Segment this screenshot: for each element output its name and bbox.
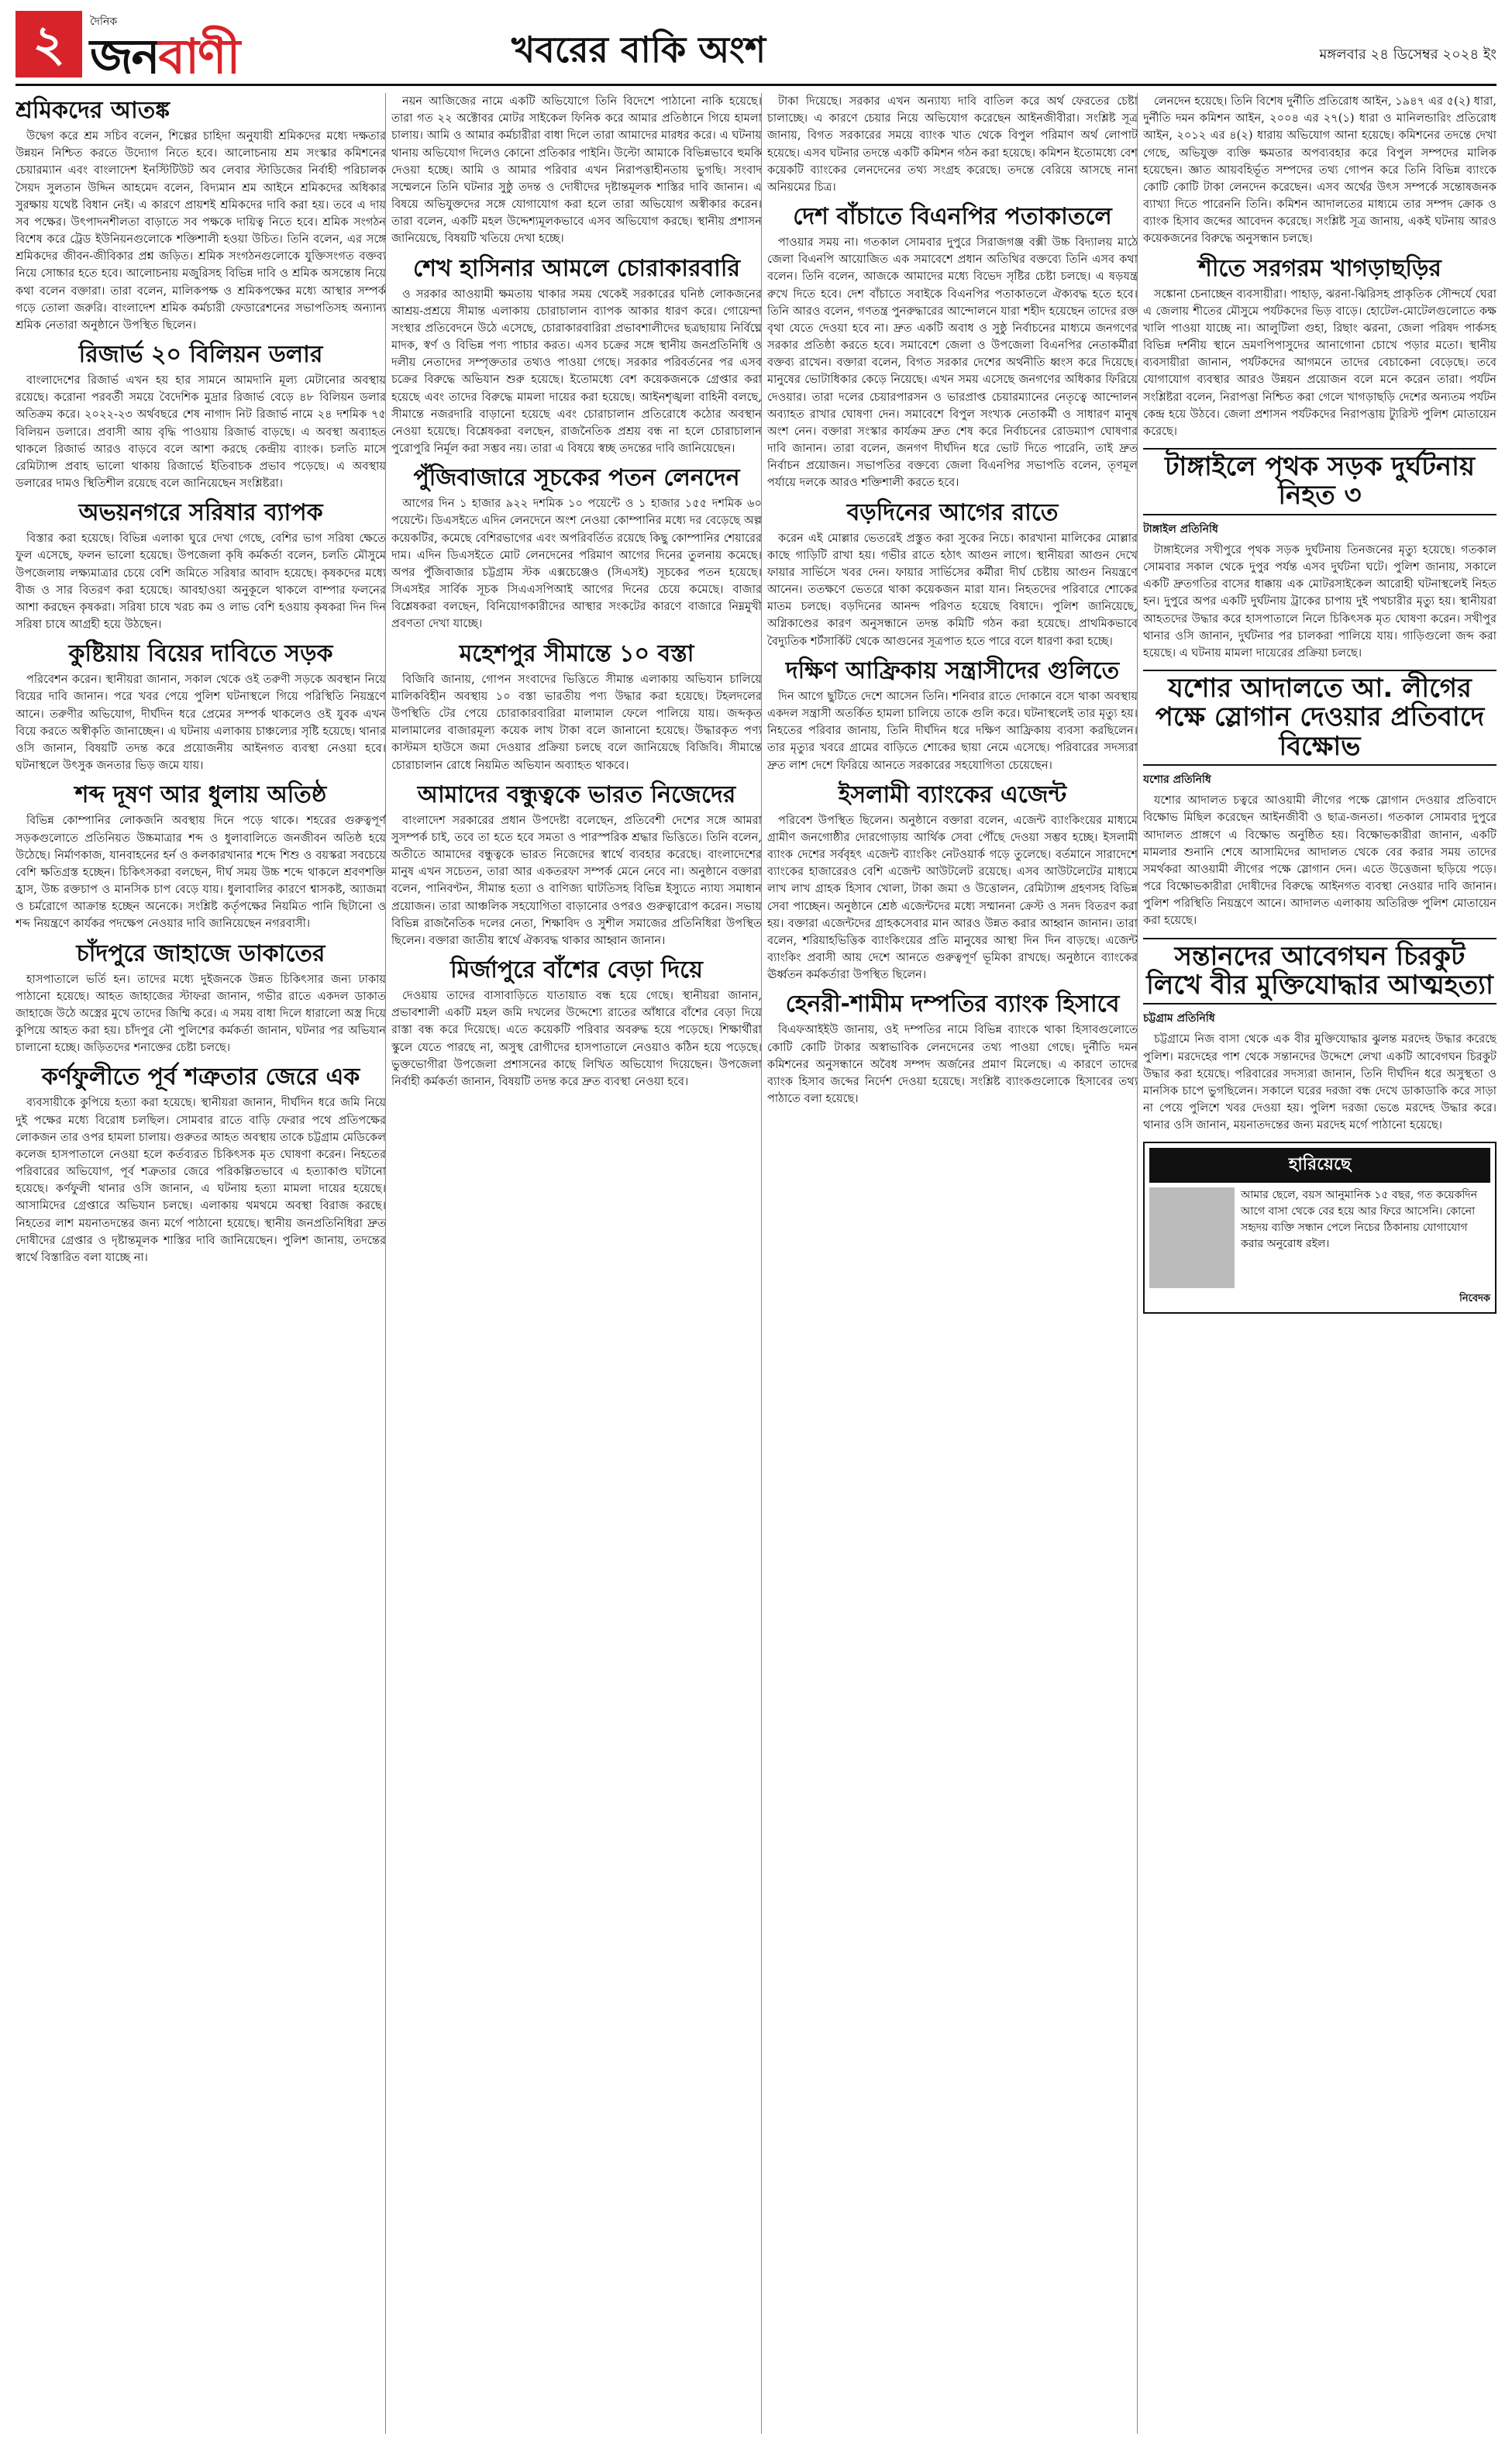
article-headline: মির্জাপুরে বাঁশের বেড়া দিয়ে xyxy=(450,956,703,984)
article-body: চট্টগ্রামে নিজ বাসা থেকে এক বীর মুক্তিযোদ্ধার ঝুলন্ত মরদেহ উদ্ধার করেছে পুলিশ। মরদেহের পাশ থেকে সন্তানদের উদ্দেশে লেখা একটি আবেগঘন চিরকুট উদ্ধার করা হয়েছে। পরিবারের সদস্যরা জানান, তিনি দীর্ঘদিন ধরে অসুস্থতা ও মানসিক চাপে ভুগছিলেন। সকালে ঘরের দরজা বন্ধ দেখে ডাকাডাকি করে সাড়া না পেয়ে পুলিশে খবর দেওয়া হয়। পুলিশ দরজা ভেঙে মরদেহ উদ্ধার করে। থানার ওসি জানান, ময়নাতদন্তের জন্য মরদেহ মর্গে পাঠানো হয়েছে। xyxy=(1143,1032,1497,1132)
missing-person-photo xyxy=(1149,1187,1235,1288)
article-headline: শ্রমিকদের আতঙ্ক xyxy=(15,97,170,124)
article-body: বাংলাদেশ সরকারের প্রধান উপদেষ্টা বলেছেন, প্রতিবেশী দেশের সঙ্গে আমরা সুসম্পর্ক চাই, তবে তা হতে হবে সমতা ও পারস্পরিক শ্রদ্ধার ভিত্তিতে। তিনি বলেন, অতীতে আমাদের বন্ধুত্বকে ভারত নিজেদের স্বার্থে ব্যবহার করেছে। বাংলাদেশের মানুষ এখন সচেতন, তারা আর একতরফা সম্পর্ক মেনে নেবে না। অনুষ্ঠানে বক্তারা বলেন, পানিবণ্টন, সীমান্ত হত্যা ও বাণিজ্য ঘাটতিসহ বিভিন্ন ইস্যুতে ন্যায্য সমাধান প্রয়োজন। তারা আঞ্চলিক সহযোগিতা বাড়ানোর ওপরও গুরুত্বারোপ করেন। সভায় বিভিন্ন রাজনৈতিক দলের নেতা, শিক্ষাবিদ ও সুশীল সমাজের প্রতিনিধিরা উপস্থিত ছিলেন। বক্তারা জাতীয় স্বার্থে ঐক্যবদ্ধ থাকার আহ্বান জানান। xyxy=(391,813,762,947)
article-body: ব্যবসায়ীকে কুপিয়ে হত্যা করা হয়েছে। স্থানীয়রা জানান, দীর্ঘদিন ধরে জমি নিয়ে দুই পক্ষের মধ্যে বিরোধ চলছিল। সোমবার রাতে বাড়ি ফেরার পথে প্রতিপক্ষের লোকজন তার ওপর হামলা চালায়। গুরুতর আহত অবস্থায় তাকে চট্টগ্রাম মেডিকেল কলেজ হাসপাতালে নেওয়া হলে কর্তব্যরত চিকিৎসক মৃত ঘোষণা করেন। নিহতের পরিবারের অভিযোগ, পূর্ব শত্রুতার জেরে পরিকল্পিতভাবে এ হত্যাকাণ্ড ঘটানো হয়েছে। কর্ণফুলী থানার ওসি জানান, এ ঘটনায় হত্যা মামলা দায়ের হয়েছে। আসামিদের গ্রেপ্তারে অভিযান চলছে। এলাকায় থমথমে অবস্থা বিরাজ করছে। নিহতের লাশ ময়নাতদন্তের জন্য মর্গে পাঠানো হয়েছে। স্থানীয় জনপ্রতিনিধিরা দ্রুত দোষীদের গ্রেপ্তার ও দৃষ্টান্তমূলক শাস্তির দাবি জানিয়েছেন। পুলিশ জানায়, তদন্তের স্বার্থে বিস্তারিত বলা যাচ্ছে না। xyxy=(15,1096,386,1264)
article-body: করেন এই মোল্লার ভেতরেই প্রস্তুত করা সুকের নিচে। কারখানা মালিকের মোল্লার কাছে গাড়িটি রাখা হয়। গভীর রাতে হঠাৎ আগুন লাগে। স্থানীয়রা আগুন দেখে ফায়ার সার্ভিসে খবর দেন। ফায়ার সার্ভিসের কর্মীরা দীর্ঘ চেষ্টায় আগুন নিয়ন্ত্রণে আনেন। ততক্ষণে ভেতরে থাকা কয়েকজন মারা যান। নিহতদের পরিবারে শোকের মাতম চলছে। বড়দিনের আনন্দ পরিণত হয়েছে বিষাদে। পুলিশ জানিয়েছে, অগ্নিকাণ্ডের কারণ অনুসন্ধানে তদন্ত কমিটি গঠন করা হয়েছে। প্রাথমিকভাবে বৈদ্যুতিক শর্টসার্কিট থেকে আগুনের সূত্রপাত হতে পারে বলে ধারণা করা হচ্ছে। xyxy=(767,531,1138,648)
article xyxy=(1143,670,1497,930)
article xyxy=(391,782,762,949)
article xyxy=(15,1064,386,1266)
missing-notice xyxy=(1143,1142,1497,1314)
article-body: বিএফআইইউ জানায়, ওই দম্পতির নামে বিভিন্ন ব্যাংকে থাকা হিসাবগুলোতে কোটি কোটি টাকার অস্বাভাবিক লেনদেনের তথ্য পাওয়া গেছে। দুর্নীতি দমন কমিশনের অনুসন্ধানে অবৈধ সম্পদ অর্জনের প্রমাণ মিলেছে। এ কারণে তাদের ব্যাংক হিসাব জব্দের নির্দেশ দেওয়া হয়েছে। সংশ্লিষ্ট ব্যাংকগুলোকে হিসাবের তথ্য পাঠাতে বলা হয়েছে। xyxy=(767,1023,1138,1106)
column-2 xyxy=(391,93,762,2434)
article-body: টাঙ্গাইলের সখীপুরে পৃথক সড়ক দুর্ঘটনায় তিনজনের মৃত্যু হয়েছে। গতকাল সোমবার সকাল থেকে দুপুর পর্যন্ত এসব দুর্ঘটনা ঘটে। পুলিশ জানায়, সকালে একটি দ্রুতগতির বাসের ধাক্কায় এক মোটরসাইকেল আরোহী ঘটনাস্থলেই নিহত হন। দুপুরে অপর একটি দুর্ঘটনায় ট্রাকের চাপায় দুই পথচারীর মৃত্যু হয়। স্থানীয়রা আহতদের উদ্ধার করে হাসপাতালে নিলে চিকিৎসক মৃত ঘোষণা করেন। সখীপুর থানার ওসি জানান, দুর্ঘটনার পর চালকরা পালিয়ে যায়। গাড়িগুলো জব্দ করা হয়েছে। এ ঘটনায় মামলা দায়েরের প্রক্রিয়া চলছে। xyxy=(1143,543,1497,660)
article-body: বিজিবি জানায়, গোপন সংবাদের ভিত্তিতে সীমান্ত এলাকায় অভিযান চালিয়ে মালিকবিহীন অবস্থায় ১০ বস্তা ভারতীয় পণ্য উদ্ধার করা হয়েছে। টহলদলের উপস্থিতি টের পেয়ে চোরাকারবারিরা মালামাল ফেলে পালিয়ে যায়। জব্দকৃত মালামালের বাজারমূল্য কয়েক লাখ টাকা বলে জানানো হয়েছে। উদ্ধারকৃত পণ্য কাস্টমস হাউসে জমা দেওয়ার প্রক্রিয়া চলছে বলে জানিয়েছে বিজিবি। সীমান্তে চোরাচালান রোধে নিয়মিত অভিযান অব্যাহত থাকবে। xyxy=(391,672,762,772)
article-body: পরিবেশ উপস্থিত ছিলেন। অনুষ্ঠানে বক্তারা বলেন, এজেন্ট ব্যাংকিংয়ের মাধ্যমে গ্রামীণ জনগোষ্ঠীর দোরগোড়ায় আর্থিক সেবা পৌঁছে দেওয়া সম্ভব হচ্ছে। ইসলামী ব্যাংক দেশের সর্ববৃহৎ এজেন্ট ব্যাংকিং নেটওয়ার্ক গড়ে তুলেছে। বর্তমানে সারাদেশে ব্যাংকের হাজারেরও বেশি এজেন্ট আউটলেট রয়েছে। এসব আউটলেটের মাধ্যমে লাখ লাখ গ্রাহক হিসাব খোলা, টাকা জমা ও উত্তোলন, রেমিট্যান্স গ্রহণসহ বিভিন্ন সেবা পাচ্ছেন। অনুষ্ঠানে শ্রেষ্ঠ এজেন্টদের মধ্যে সম্মাননা ক্রেস্ট ও সনদ বিতরণ করা হয়। বক্তারা এজেন্টদের গ্রাহকসেবার মান আরও উন্নত করার আহ্বান জানান। তারা বলেন, শরিয়াহভিত্তিক ব্যাংকিংয়ের প্রতি মানুষের আস্থা দিন দিন বাড়ছে। এজেন্ট ব্যাংকিং প্রবাসী আয় দেশে আনতে গুরুত্বপূর্ণ ভূমিকা রাখছে। অনুষ্ঠানে ব্যাংকের ঊর্ধ্বতন কর্মকর্তারা উপস্থিত ছিলেন। xyxy=(767,813,1138,982)
article xyxy=(767,658,1138,774)
article-body: পাওয়ার সময় না। গতকাল সোমবার দুপুরে সিরাজগঞ্জ বক্সী উচ্চ বিদ্যালয় মাঠে জেলা বিএনপি আয়োজিত এক সমাবেশে প্রধান অতিথির বক্তব্যে তিনি এসব কথা বলেন। তিনি বলেন, আজকে আমাদের মধ্যে বিভেদ সৃষ্টির চেষ্টা চলছে। এ ষড়যন্ত্র রুখে দিতে হবে। দেশ বাঁচাতে সবাইকে বিএনপির পতাকাতলে ঐক্যবদ্ধ হতে হবে। তিনি আরও বলেন, গণতন্ত্র পুনরুদ্ধারের আন্দোলনে যারা শহীদ হয়েছেন তাদের রক্ত বৃথা যেতে দেওয়া হবে না। দ্রুত একটি অবাধ ও সুষ্ঠু নির্বাচনের মাধ্যমে জনগণের সরকার প্রতিষ্ঠা করতে হবে। সমাবেশে জেলা ও উপজেলা বিএনপির নেতাকর্মীরা বক্তব্য রাখেন। বক্তারা বলেন, বিগত সরকার দেশের অর্থনীতি ধ্বংস করে দিয়েছে। মানুষের ভোটাধিকার কেড়ে নিয়েছে। এখন সময় এসেছে জনগণের অধিকার ফিরিয়ে দেওয়ার। তারা দলের চেয়ারপারসন ও ভারপ্রাপ্ত চেয়ারম্যানের নেতৃত্বে আন্দোলন অব্যাহত রাখার ঘোষণা দেন। সমাবেশে বিপুল সংখ্যক নেতাকর্মী ও সাধারণ মানুষ অংশ নেন। বক্তারা সংস্কার কার্যক্রম দ্রুত শেষ করে নির্বাচনের রোডম্যাপ ঘোষণার দাবি জানান। তারা বলেন, জনগণ দীর্ঘদিন ধরে ভোট দিতে পারেনি, তাই দ্রুত নির্বাচন প্রয়োজন। সভাপতির বক্তব্যে জেলা বিএনপির সভাপতি বলেন, তৃণমূল পর্যায়ে দলকে আরও শক্তিশালী করতে হবে। xyxy=(767,236,1138,490)
section-title: খবরের বাকি অংশ xyxy=(511,29,766,71)
logo-prefix: দৈনিক xyxy=(90,16,118,28)
article xyxy=(391,465,762,632)
article xyxy=(1143,938,1497,1135)
article-headline: শব্দ দূষণ আর ধুলায় অতিষ্ঠ xyxy=(74,781,327,809)
article-headline: শেখ হাসিনার আমলে চোরাকারবারি xyxy=(413,254,740,282)
article xyxy=(15,941,386,1057)
article xyxy=(767,991,1138,1108)
article-byline: যশোর প্রতিনিধি xyxy=(1143,774,1211,787)
article-body: যশোর আদালত চত্বরে আওয়ামী লীগের পক্ষে স্লোগান দেওয়ার প্রতিবাদে বিক্ষোভ মিছিল করেছেন আইনজীবী ও ছাত্র-জনতা। গতকাল সোমবার দুপুরে আদালত প্রাঙ্গণে এ বিক্ষোভ অনুষ্ঠিত হয়। বিক্ষোভকারীরা জানান, একটি মামলার শুনানি শেষে আসামিদের আদালত থেকে বের করার সময় তাদের সমর্থকরা আওয়ামী লীগের পক্ষে স্লোগান দেন। এতে উত্তেজনা ছড়িয়ে পড়ে। পরে বিক্ষোভকারীরা দোষীদের বিরুদ্ধে আইনগত ব্যবস্থা নেওয়ার দাবি জানান। পুলিশ পরিস্থিতি নিয়ন্ত্রণে আনে। আদালত এলাকায় অতিরিক্ত পুলিশ মোতায়েন করা হয়েছে। xyxy=(1143,794,1497,928)
newspaper-logo xyxy=(90,20,239,100)
article-body: বিস্তার করা হয়েছে। বিভিন্ন এলাকা ঘুরে দেখা গেছে, বেশির ভাগ সরিষা ক্ষেতে ফুল এসেছে, ফলন ভালো হয়েছে। উপজেলা কৃষি কর্মকর্তা বলেন, চলতি মৌসুমে উপজেলায় লক্ষ্যমাত্রার চেয়ে বেশি জমিতে সরিষার আবাদ হয়েছে। কৃষকদের মধ্যে বীজ ও সার বিতরণ করা হয়েছে। আবহাওয়া অনুকূলে থাকলে বাম্পার ফলনের আশা করছেন কৃষকরা। সরিষা চাষে খরচ কম ও লাভ বেশি হওয়ায় কৃষকরা দিন দিন সরিষা চাষে আগ্রহী হয়ে উঠছেন। xyxy=(15,532,386,632)
article-headline: বড়দিনের আগের রাতে xyxy=(846,498,1059,526)
article-headline: হেনরী-শামীম দম্পতির ব্যাংক হিসাবে xyxy=(785,991,1120,1018)
article-byline: চট্টগ্রাম প্রতিনিধি xyxy=(1143,1012,1215,1025)
article-headline: অভয়নগরে সরিষার ব্যাপক xyxy=(78,499,323,527)
article xyxy=(15,98,386,334)
article-headline: রিজার্ভ ২০ বিলিয়ন ডলার xyxy=(78,341,323,369)
article-body: টাকা দিয়েছে। সরকার এখন অন্যায্য দাবি বাতিল করে অর্থ ফেরতের চেষ্টা চালাচ্ছে। এ কারণে চেয়ার নিয়ে অভিযোগ করেছেন আইনজীবীরা। সংশ্লিষ্ট সূত্র জানায়, বিগত সরকারের সময়ে ব্যাংক খাত থেকে বিপুল পরিমাণ অর্থ লোপাট হয়েছে। এসব ঘটনার তদন্তে একটি কমিশন গঠন করা হয়েছে। কমিশন ইতোমধ্যে বেশ কয়েকটি ব্যাংকের লেনদেনের তথ্য সংগ্রহ করেছে। তদন্তে বেরিয়ে আসছে নানা অনিয়মের চিত্র। xyxy=(767,95,1138,194)
article-headline: যশোর আদালতে আ. লীগের পক্ষে স্লোগান দেওয়ার প্রতিবাদে বিক্ষোভ xyxy=(1143,670,1497,766)
article xyxy=(767,204,1138,492)
article-body: বিভিন্ন কোম্পানির লোকজনি অবস্থায় দিনে পড়ে থাকে। শহরের গুরুত্বপূর্ণ সড়কগুলোতে প্রতিনিয়ত উচ্চমাত্রার শব্দ ও ধুলাবালিতে জনজীবন অতিষ্ঠ হয়ে উঠেছে। নির্মাণকাজ, যানবাহনের হর্ন ও কলকারখানার শব্দে শিশু ও বয়স্করা সবচেয়ে বেশি ক্ষতিগ্রস্ত হচ্ছেন। চিকিৎসকরা বলছেন, দীর্ঘ সময় উচ্চ শব্দে থাকলে শ্রবণশক্তি হ্রাস, উচ্চ রক্তচাপ ও মানসিক চাপ বেড়ে যায়। ধুলাবালির কারণে শ্বাসকষ্ট, অ্যাজমা ও চর্মরোগে আক্রান্ত হচ্ছেন অনেকে। সংশ্লিষ্ট কর্তৃপক্ষের নিয়মিত পানি ছিটানো ও শব্দ নিয়ন্ত্রণে কার্যকর পদক্ষেপ নেওয়ার দাবি জানিয়েছেন নগরবাসী। xyxy=(15,814,386,931)
article xyxy=(1143,448,1497,662)
article-body: দেওয়ায় তাদের বাসাবাড়িতে যাতায়াত বন্ধ হয়ে গেছে। স্থানীয়রা জানান, প্রভাবশালী একটি মহল জমি দখলের উদ্দেশ্যে রাতের আঁধারে বাঁশের বেড়া দিয়ে রাস্তা বন্ধ করে দিয়েছে। এতে কয়েকটি পরিবার অবরুদ্ধ হয়ে পড়েছে। শিক্ষার্থীরা স্কুলে যেতে পারছে না, অসুস্থ রোগীদের হাসপাতালে নেওয়াও কঠিন হয়ে পড়েছে। ভুক্তভোগীরা উপজেলা প্রশাসনের কাছে লিখিত অভিযোগ দিয়েছেন। উপজেলা নির্বাহী কর্মকর্তা জানান, বিষয়টি তদন্ত করে দ্রুত ব্যবস্থা নেওয়া হবে। xyxy=(391,989,762,1088)
article-body: দিন আগে ছুটিতে দেশে আসেন তিনি। শনিবার রাতে দোকানে বসে থাকা অবস্থায় একদল সন্ত্রাসী অতর্কিত হামলা চালিয়ে তাকে গুলি করে। ঘটনাস্থলেই তার মৃত্যু হয়। নিহতের পরিবার জানায়, তিনি দীর্ঘদিন ধরে দক্ষিণ আফ্রিকায় ব্যবসা করছিলেন। তার মৃত্যুর খবরে গ্রামের বাড়িতে শোকের ছায়া নেমে এসেছে। পরিবারের সদস্যরা দ্রুত লাশ দেশে ফিরিয়ে আনতে সরকারের সহযোগিতা চেয়েছেন। xyxy=(767,689,1138,772)
dateline: মঙ্গলবার ২৪ ডিসেম্বর ২০২৪ ইং xyxy=(1319,47,1497,63)
article-body: নয়ন আজিজের নামে একটি অভিযোগে তিনি বিদেশে পাঠানো নাকি হয়েছে। তারা গত ২২ অক্টোবর মোটর সাইকেল ফিনিক করে আমার প্রতিষ্ঠানে গিয়ে হামলা চালায়। আমি ও আমার কর্মচারীরা বাধা দিলে তারা আমাদের মারধর করে। এ ঘটনায় থানায় অভিযোগ দিলেও কোনো প্রতিকার পাইনি। উল্টো আমাকে বিভিন্নভাবে হুমকি দেওয়া হচ্ছে। আমি ও আমার পরিবার এখন নিরাপত্তাহীনতায় ভুগছি। সংবাদ সম্মেলনে তিনি ঘটনার সুষ্ঠু তদন্ত ও দোষীদের দৃষ্টান্তমূলক শাস্তির দাবি জানান। এ বিষয়ে অভিযুক্তদের সঙ্গে যোগাযোগ করা হলে তারা অভিযোগ অস্বীকার করেন। তারা বলেন, একটি মহল উদ্দেশ্যমূলকভাবে এসব অভিযোগ করছে। স্থানীয় প্রশাসন জানিয়েছে, বিষয়টি খতিয়ে দেখা হচ্ছে। xyxy=(391,95,762,246)
article-headline: সন্তানদের আবেগঘন চিরকুট লিখে বীর মুক্তিযোদ্ধার আত্মহত্যা xyxy=(1143,938,1497,1005)
article-body: উদ্বেগ করে শ্রম সচিব বলেন, শিল্পের চাহিদা অনুযায়ী শ্রমিকদের মধ্যে দক্ষতার উন্নয়ন নিশ্চিত করতে উদ্যোগ নিতে হবে। আলোচনায় শ্রম সংস্কার কমিশনের চেয়ারম্যান এবং বাংলাদেশ ইনস্টিটিউট অব লেবার স্টাডিজের নির্বাহী পরিচালক সৈয়দ সুলতান উদ্দিন আহমেদ বলেন, বিদ্যমান শ্রম আইনে শ্রমিকদের অধিকার সুরক্ষায় যথেষ্ট বিধান নেই। এ কারণে প্রায়শই শ্রমিকদের দাবি করা হয়। তবে এ দায় সব পক্ষের। উৎপাদনশীলতা বাড়াতে সব পক্ষকে দায়িত্ব নিতে হবে। শ্রমিক সংগঠন বিশেষ করে ট্রেড ইউনিয়নগুলোকে শক্তিশালী হওয়া উচিত। তিনি বলেন, এর সঙ্গে শ্রমিকদের জীবন-জীবিকার প্রশ্ন জড়িত। শ্রমিক সংগঠনগুলোকে যুক্তিসংগত বক্তব্য নিয়ে সোচ্চার হতে হবে। আলোচনায় মজুরিসহ বিভিন্ন দাবি ও শ্রমিক অসন্তোষ নিয়ে কথা বলেন বক্তারা। তারা বলেন, মালিকপক্ষ ও শ্রমিকপক্ষের মধ্যে আস্থার সম্পর্ক গড়ে তোলা জরুরি। বাংলাদেশ শ্রমিক কর্মচারী ফেডারেশনের সভাপতিসহ অন্যান্য শ্রমিক নেতারা অনুষ্ঠানে উপস্থিত ছিলেন। xyxy=(15,129,386,332)
column-1 xyxy=(15,93,386,2434)
article-headline: চাঁদপুরে জাহাজে ডাকাতের xyxy=(76,939,325,967)
logo-part1: জন xyxy=(90,28,159,84)
article xyxy=(15,500,386,633)
article xyxy=(15,641,386,774)
article xyxy=(1143,93,1497,248)
article xyxy=(15,782,386,932)
article-body: আগের দিন ১ হাজার ৯২২ দশমিক ১০ পয়েন্টে ও ১ হাজার ১৫৫ দশমিক ৬০ পয়েন্টে। ডিএসইতে এদিন লেনদেনে অংশ নেওয়া কোম্পানির মধ্যে দর বেড়েছে অল্প কয়েকটির, কমেছে বেশিরভাগের এবং অপরিবর্তিত রয়েছে কিছু কোম্পানির শেয়ারের দাম। এদিন ডিএসইতে মোট লেনদেনের পরিমাণ আগের দিনের তুলনায় কমেছে। অপর পুঁজিবাজার চট্টগ্রাম স্টক এক্সচেঞ্জেও (সিএসই) সূচকের পতন হয়েছে। সিএসইর সার্বিক সূচক সিএএসপিআই আগের দিনের চেয়ে কমেছে। বাজার বিশ্লেষকরা বলছেন, বিনিয়োগকারীদের আস্থার সংকটের কারণে বাজারে নিম্নমুখী প্রবণতা দেখা যাচ্ছে। xyxy=(391,497,762,631)
page-number: ২ xyxy=(15,11,82,78)
notice-signature: নিবেদক xyxy=(1459,1293,1490,1305)
notice-body xyxy=(1149,1187,1490,1288)
article-body: লেনদেন হয়েছে। তিনি বিশেষ দুর্নীতি প্রতিরোধ আইন, ১৯৪৭ এর ৫(২) ধারা, দুর্নীতি দমন কমিশন আইন, ২০০৪ এর ২৭(১) ধারা ও মানিলন্ডারিং প্রতিরোধ আইন, ২০১২ এর ৪(২) ধারায় অভিযোগ আনা হয়েছে। কমিশনের তদন্তে দেখা গেছে, অভিযুক্ত ব্যক্তি ক্ষমতার অপব্যবহার করে বিপুল সম্পদের মালিক হয়েছেন। জ্ঞাত আয়বহির্ভূত সম্পদের তথ্য গোপন করে তিনি বিভিন্ন ব্যাংকে কোটি কোটি টাকা লেনদেন করেছেন। এসব অর্থের উৎস সম্পর্কে সন্তোষজনক ব্যাখ্যা দিতে পারেননি তিনি। কমিশন আদালতের মাধ্যমে তার সম্পদ ক্রোক ও ব্যাংক হিসাব জব্দের আবেদন করেছে। সংশ্লিষ্ট সূত্র জানায়, একই ঘটনায় আরও কয়েকজনের বিরুদ্ধে অনুসন্ধান চলছে। xyxy=(1143,95,1497,246)
article-headline: মহেশপুর সীমান্তে ১০ বস্তা xyxy=(459,639,694,667)
article-headline: কুষ্টিয়ায় বিয়ের দাবিতে সড়ক xyxy=(68,640,333,668)
article-headline: আমাদের বন্ধুত্বকে ভারত নিজেদের xyxy=(417,780,736,808)
article-headline: পুঁজিবাজারে সূচকের পতন লেনদেন xyxy=(413,464,740,492)
masthead xyxy=(15,9,1497,86)
article-headline: কর্ণফুলীতে পূর্ব শত্রুতার জেরে এক xyxy=(41,1063,360,1091)
logo-part2: বাণী xyxy=(158,28,239,84)
column-3 xyxy=(767,93,1138,2434)
article xyxy=(15,342,386,492)
article-headline: ইসলামী ব্যাংকের এজেন্ট xyxy=(838,780,1067,808)
article xyxy=(391,93,762,248)
article xyxy=(767,782,1138,984)
article-body: সঙ্কোনা চেনাচ্ছেন ব্যবসায়ীরা। পাহাড়, ঝরনা-ঝিরিসহ প্রাকৃতিক সৌন্দর্যে ঘেরা এ জেলায় শীতের মৌসুমে পর্যটকদের ভিড় বাড়ে। হোটেল-মোটেলগুলোতে কক্ষ খালি পাওয়া যাচ্ছে না। আলুটিলা গুহা, রিছাং ঝরনা, জেলা পরিষদ পার্কসহ বিভিন্ন দর্শনীয় স্থানে ভ্রমণপিপাসুদের আনাগোনা চোখে পড়ার মতো। স্থানীয় ব্যবসায়ীরা জানান, পর্যটকদের আগমনে তাদের বেচাকেনা বেড়েছে। তবে যোগাযোগ ব্যবস্থার আরও উন্নয়ন প্রয়োজন বলে মনে করেন তারা। পর্যটন সংশ্লিষ্টরা বলেন, নিরাপত্তা নিশ্চিত করা গেলে খাগড়াছড়ি দেশের অন্যতম পর্যটন কেন্দ্র হয়ে উঠবে। জেলা প্রশাসন পর্যটকদের নিরাপত্তায় ট্যুরিস্ট পুলিশ মোতায়েন করেছে। xyxy=(1143,287,1497,438)
article xyxy=(391,957,762,1091)
article xyxy=(767,500,1138,650)
notice-title: হারিয়েছে xyxy=(1149,1148,1490,1183)
article-headline: টাঙ্গাইলে পৃথক সড়ক দুর্ঘটনায় নিহত ৩ xyxy=(1143,448,1497,515)
article-body: বাংলাদেশের রিজার্ভ এখন হয় হার সামনে আমদানি মূল্য মেটানোর অবস্থায় রয়েছে। করোনা পরবর্তী সময়ে বৈদেশিক মুদ্রার রিজার্ভ বেড়ে ৪৮ বিলিয়ন ডলার অতিক্রম করে। ২০২২-২৩ অর্থবছরে শেষ নাগাদ নিট রিজার্ভ নামে ২৪ দশমিক ৭৫ বিলিয়ন ডলারে। প্রবাসী আয় বৃদ্ধি পাওয়ায় রিজার্ভ বাড়ছে। এ অবস্থা অব্যাহত থাকলে রিজার্ভ আরও বাড়বে বলে আশা করছে কেন্দ্রীয় ব্যাংক। চলতি মাসে রেমিট্যান্স প্রবাহ ভালো থাকায় রিজার্ভে ইতিবাচক প্রভাব পড়েছে। এ অবস্থায় ডলারের দামও স্থিতিশীল রয়েছে বলে জানিয়েছেন সংশ্লিষ্টরা। xyxy=(15,374,386,491)
article-body: হাসপাতালে ভর্তি হন। তাদের মধ্যে দুইজনকে উন্নত চিকিৎসার জন্য ঢাকায় পাঠানো হয়েছে। আহত জাহাজের স্টাফরা জানান, গভীর রাতে একদল ডাকাত জাহাজে উঠে অস্ত্রের মুখে তাদের জিম্মি করে। এ সময় বাধা দিলে ধারালো অস্ত্র দিয়ে কুপিয়ে আহত করা হয়। চাঁদপুর নৌ পুলিশের কর্মকর্তা জানান, ঘটনার পর অভিযান চালানো হচ্ছে। জড়িতদের শনাক্তের চেষ্টা চলছে। xyxy=(15,972,386,1055)
article-body: ও সরকার আওয়ামী ক্ষমতায় থাকার সময় থেকেই সরকারের ঘনিষ্ঠ লোকজনের আশ্রয়-প্রশ্রয়ে সীমান্ত এলাকায় চোরাচালান ব্যাপক আকার ধারণ করে। গোয়েন্দা সংস্থার প্রতিবেদনে উঠে এসেছে, চোরাকারবারিরা প্রভাবশালীদের ছত্রছায়ায় নির্বিঘ্নে মাদক, স্বর্ণ ও বিভিন্ন পণ্য পাচার করত। এসব চক্রের সঙ্গে স্থানীয় জনপ্রতিনিধি ও দলীয় নেতাদের সম্পৃক্ততার তথ্যও পাওয়া গেছে। সরকার পরিবর্তনের পর এসব চক্রের বিরুদ্ধে অভিযান শুরু হয়েছে। ইতোমধ্যে বেশ কয়েকজনকে গ্রেপ্তার করা হয়েছে এবং তাদের বিরুদ্ধে মামলা দায়ের করা হয়েছে। আইনশৃঙ্খলা বাহিনী বলছে, সীমান্তে নজরদারি বাড়ানো হয়েছে এবং চোরাচালান প্রতিরোধে কঠোর অবস্থান নেওয়া হয়েছে। বিশ্লেষকরা বলছেন, রাজনৈতিক প্রশ্রয় বন্ধ না হলে চোরাচালান পুরোপুরি নির্মূল করা সম্ভব নয়। তারা এ বিষয়ে স্বচ্ছ তদন্তের দাবি জানিয়েছেন। xyxy=(391,287,762,456)
article-headline: দক্ষিণ আফ্রিকায় সন্ত্রাসীদের গুলিতে xyxy=(785,656,1120,684)
article xyxy=(1143,256,1497,441)
article-body: পরিবেশন করেন। স্থানীয়রা জানান, সকাল থেকে ওই তরুণী সড়কে অবস্থান নিয়ে বিয়ের দাবি জানান। পরে খবর পেয়ে পুলিশ ঘটনাস্থলে গিয়ে পরিস্থিতি নিয়ন্ত্রণে আনে। তরুণীর অভিযোগ, দীর্ঘদিন ধরে প্রেমের সম্পর্ক থাকলেও ওই যুবক এখন বিয়ে করতে অস্বীকৃতি জানাচ্ছেন। এ ঘটনায় এলাকায় চাঞ্চল্যের সৃষ্টি হয়েছে। থানার ওসি জানান, বিষয়টি তদন্ত করে প্রয়োজনীয় আইনগত ব্যবস্থা নেওয়া হবে। ঘটনাস্থলে উৎসুক জনতার ভিড় জমে যায়। xyxy=(15,673,386,773)
article-byline: টাঙ্গাইল প্রতিনিধি xyxy=(1143,522,1218,536)
column-4 xyxy=(1143,93,1497,2434)
article xyxy=(391,641,762,774)
notice-text: আমার ছেলে, বয়স আনুমানিক ১৫ বছর, গত কয়েকদিন আগে বাসা থেকে বের হয়ে আর ফিরে আসেনি। কোনো সহৃদয় ব্যক্তি সন্ধান পেলে নিচের ঠিকানায় যোগাযোগ করার অনুরোধ রইল। xyxy=(1241,1189,1478,1251)
article xyxy=(767,93,1138,196)
article-headline: শীতে সরগরম খাগড়াছড়ির xyxy=(1198,254,1441,282)
article xyxy=(391,256,762,458)
article-headline: দেশ বাঁচাতে বিএনপির পতাকাতলে xyxy=(793,203,1112,231)
